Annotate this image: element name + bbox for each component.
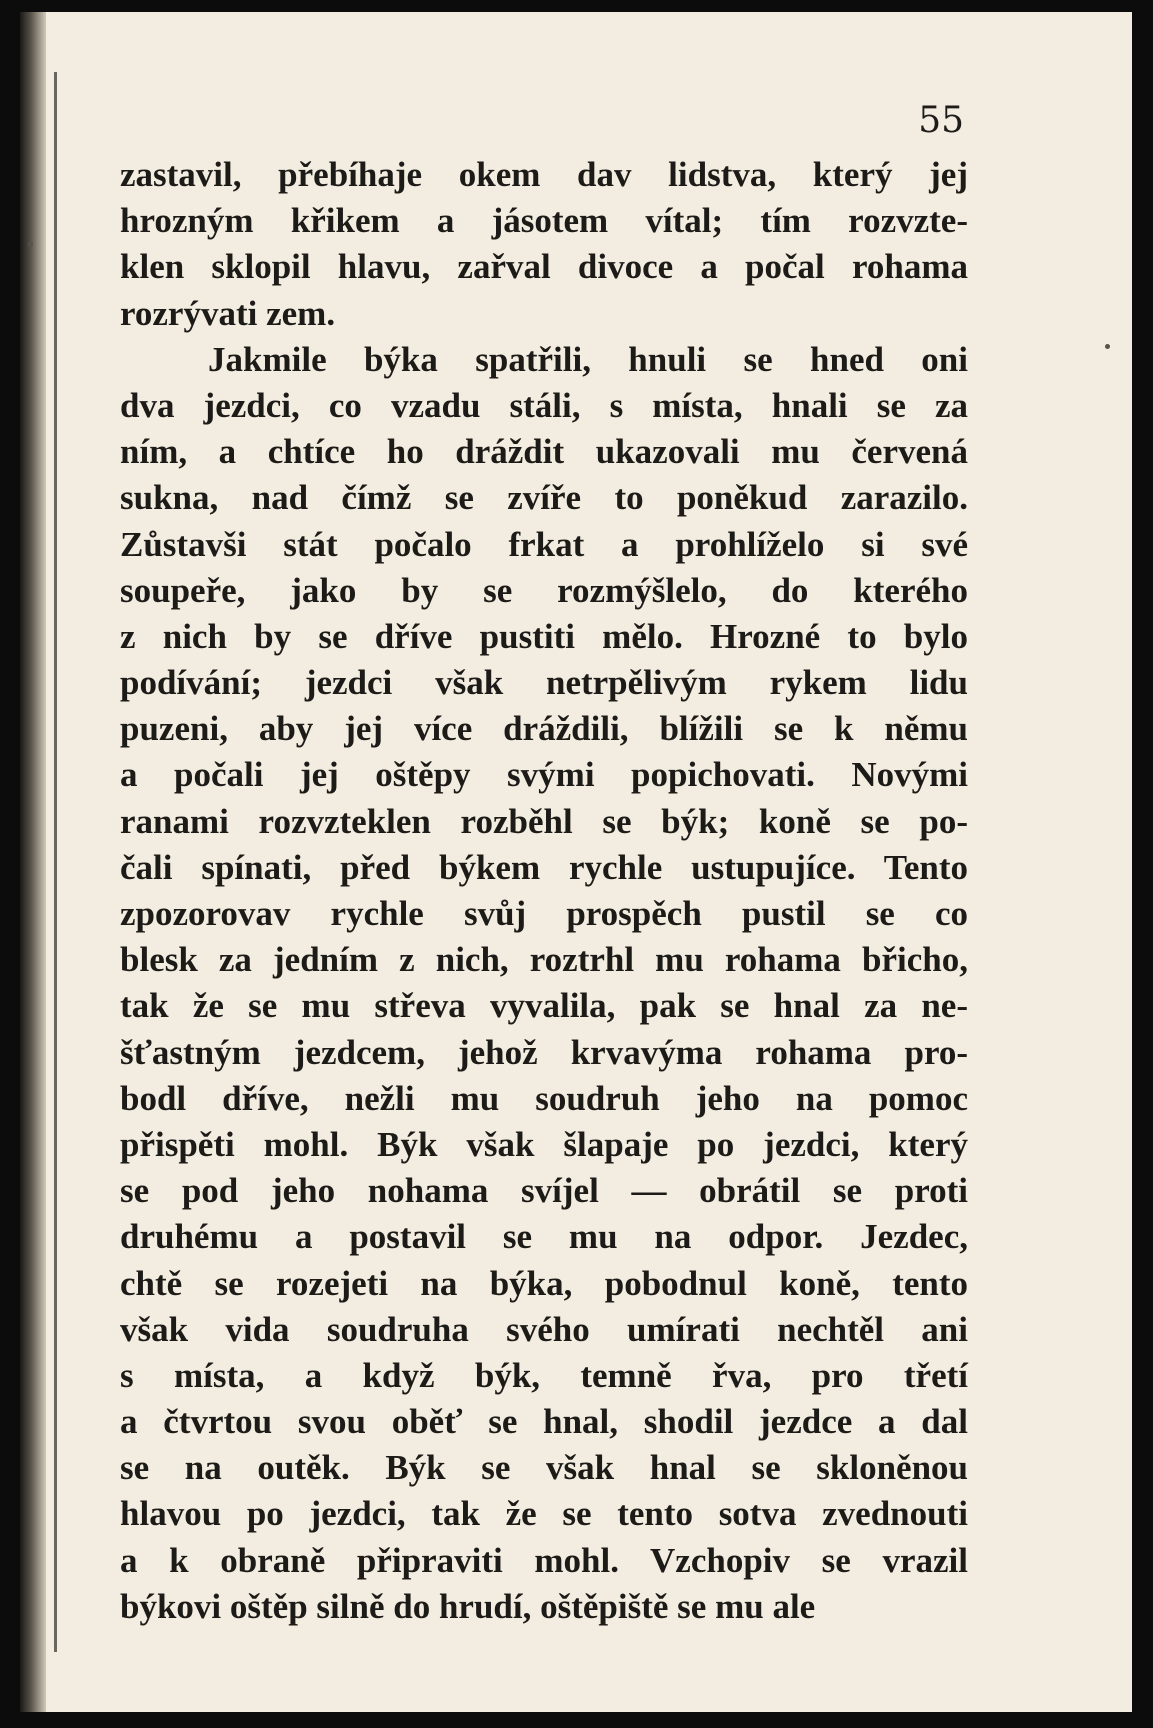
text-line: Zůstavši stát počalo frkat a prohlíželo si své: [120, 524, 968, 564]
text-line: sukna, nad čímž se zvíře to poněkud zarazilo.: [120, 478, 968, 518]
text-line: klen sklopil hlavu, zařval divoce a počal rohama: [120, 247, 968, 287]
text-line: soupeře, jako by se rozmýšlelo, do kterého: [120, 570, 968, 610]
text-line: šťastným jezdcem, jehož krvavýma rohama pro-: [120, 1032, 968, 1072]
text-line: blesk za jedním z nich, roztrhl mu rohama břicho,: [120, 940, 968, 980]
text-line: a čtvrtou svou oběť se hnal, shodil jezdce a dal: [120, 1402, 968, 1442]
text-line: dva jezdci, co vzadu stáli, s místa, hnali se za: [120, 385, 968, 425]
page-number: 55: [918, 100, 964, 141]
text-line: puzeni, aby jej více dráždili, blížili se k němu: [120, 709, 968, 749]
text-line: bodl dříve, nežli mu soudruh jeho na pomoc: [120, 1078, 968, 1118]
text-line: však vida soudruha svého umírati nechtěl ani: [120, 1309, 968, 1349]
speck-mark: [28, 242, 33, 247]
text-line: se pod jeho nohama svíjel — obrátil se proti: [120, 1171, 968, 1211]
text-line: podívání; jezdci však netrpělivým rykem lidu: [120, 663, 968, 703]
text-line: Jakmile býka spatřili, hnuli se hned oni: [208, 339, 968, 379]
text-line: z nich by se dříve pustiti mělo. Hrozné to bylo: [120, 616, 968, 656]
text-line: rozrývati zem.: [120, 293, 336, 333]
text-line: tak že se mu střeva vyvalila, pak se hnal za ne-: [120, 986, 968, 1026]
text-line: chtě se rozejeti na býka, pobodnul koně, tento: [120, 1263, 968, 1303]
text-line: se na outěk. Býk se však hnal se skloněnou: [120, 1448, 968, 1488]
text-line: ranami rozvzteklen rozběhl se býk; koně se po-: [120, 801, 968, 841]
body-text: [120, 152, 968, 1630]
text-line: ním, a chtíce ho dráždit ukazovali mu červená: [120, 432, 968, 472]
book-page: [20, 12, 1132, 1712]
text-line: a k obraně připraviti mohl. Vzchopiv se vrazil: [120, 1540, 968, 1580]
text-line: s místa, a když býk, temně řva, pro třetí: [120, 1355, 968, 1395]
speck-mark: [1105, 344, 1110, 349]
binding-crease-line: [54, 72, 57, 1652]
page-binding-shadow: [20, 12, 46, 1712]
text-line: a počali jej oštěpy svými popichovati. Novými: [120, 755, 968, 795]
text-line: zpozorovav rychle svůj prospěch pustil se co: [120, 894, 968, 933]
text-line: hlavou po jezdci, tak že se tento sotva zvednouti: [120, 1494, 968, 1534]
text-line: přispěti mohl. Býk však šlapaje po jezdci, který: [120, 1124, 968, 1164]
text-line: čali spínati, před býkem rychle ustupujíce. Tento: [120, 847, 968, 887]
text-line: druhému a postavil se mu na odpor. Jezdec,: [120, 1217, 968, 1257]
text-line: býkovi oštěp silně do hrudí, oštěpiště se mu ale: [120, 1586, 816, 1626]
text-line: hrozným křikem a jásotem vítal; tím rozvzte-: [120, 201, 968, 241]
text-line: zastavil, přebíhaje okem dav lidstva, který jej: [120, 155, 968, 194]
